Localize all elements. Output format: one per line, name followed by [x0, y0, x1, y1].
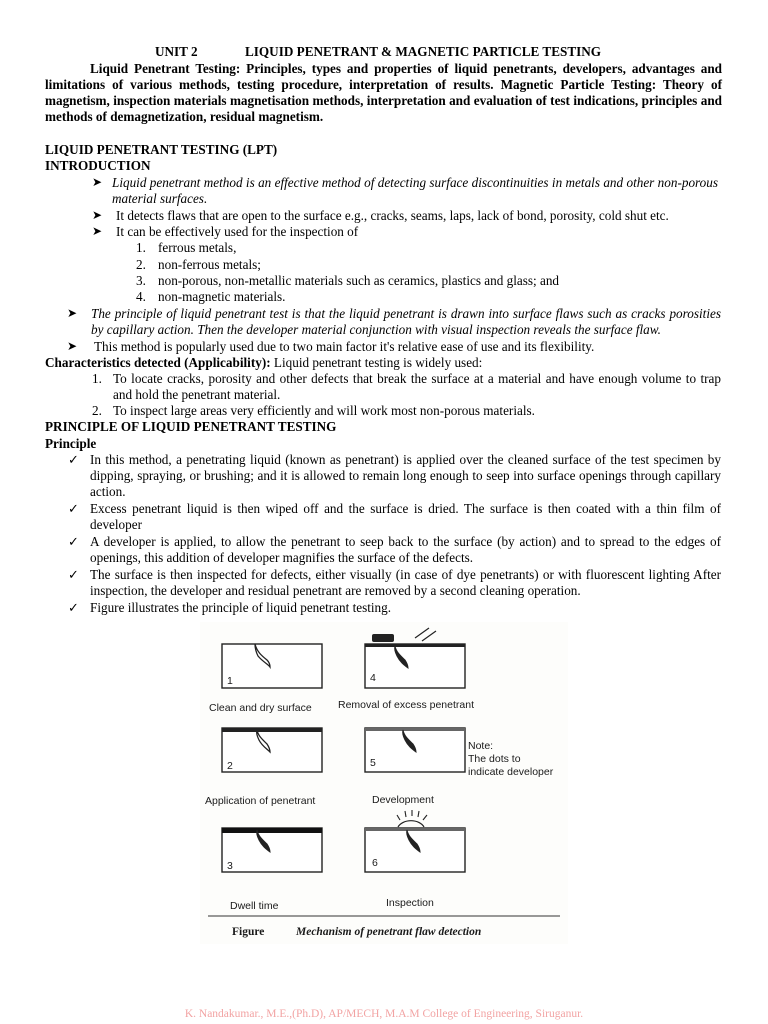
- figure-drawing: [200, 622, 568, 944]
- intro-bullet-3: It can be effectively used for the inspection of: [116, 224, 359, 239]
- principle-step-4: The surface is then inspected for defects, either visually (in case of dye penetrants) or with fluorescent lighting After inspection, the developer and residual penetrant are removed by a second cleaning operation.: [90, 567, 721, 598]
- step-number: 6: [372, 857, 378, 869]
- intro-bullet-1: Liquid penetrant method is an effective method of detecting surface discontinuities in metals and other non-porous material surfaces.: [112, 175, 718, 206]
- figure-caption-word: Figure: [232, 926, 265, 938]
- checkmark-icon: ✓: [68, 501, 79, 516]
- principle-step-5: Figure illustrates the principle of liquid penetrant testing.: [90, 600, 392, 615]
- arrow-bullet-icon: ➤: [67, 339, 78, 353]
- page-title: LIQUID PENETRANT & MAGNETIC PARTICLE TESTING: [245, 44, 602, 59]
- page-footer: K. Nandakumar., M.E.,(Ph.D), AP/MECH, M.A.M College of Engineering, Siruganur.: [184, 1008, 584, 1020]
- characteristics-line: [45, 355, 725, 371]
- popularity-bullet: This method is popularly used due to two main factor it's relative ease of use and its flexibility.: [94, 339, 595, 354]
- note-title: Note:: [468, 740, 494, 752]
- use-item-2: To inspect large areas very efficiently and will work most non-porous materials.: [113, 403, 535, 418]
- step-number: 4: [370, 672, 376, 684]
- checkmark-icon: ✓: [68, 452, 79, 467]
- material-item-4: non-magnetic materials.: [158, 289, 286, 304]
- step-number: 5: [370, 757, 376, 769]
- arrow-bullet-icon: ➤: [92, 224, 103, 238]
- note-line-2: indicate developer: [468, 766, 554, 778]
- section-heading-lpt: LIQUID PENETRANT TESTING (LPT): [45, 142, 278, 157]
- step-label: Inspection: [386, 897, 434, 909]
- list-number: 4.: [136, 289, 146, 304]
- principle-step-2: Excess penetrant liquid is then wiped off and the surface is dried. The surface is then coated with a thin film of developer: [90, 501, 721, 532]
- list-number: 2.: [92, 403, 102, 418]
- material-item-3: non-porous, non-metallic materials such as ceramics, plastics and glass; and: [158, 273, 560, 288]
- list-number: 2.: [136, 257, 146, 272]
- checkmark-icon: ✓: [68, 600, 79, 615]
- step-number: 1: [227, 675, 233, 687]
- note-line-1: The dots to: [468, 753, 521, 765]
- section-heading-principle: PRINCIPLE OF LIQUID PENETRANT TESTING: [45, 419, 337, 434]
- principle-step-1: In this method, a penetrating liquid (known as penetrant) is applied over the cleaned surface of the test specimen by dipping, spraying, or brushing; and it is allowed to remain long enough to seep into surface openings through capillary action.: [90, 452, 721, 499]
- step-label: Dwell time: [230, 900, 279, 912]
- unit-label: UNIT 2: [155, 44, 198, 59]
- section-subheading-introduction: INTRODUCTION: [45, 158, 151, 173]
- intro-bullet-2: It detects flaws that are open to the surface e.g., cracks, seams, laps, lack of bond, porosity, cold shut etc.: [116, 208, 669, 223]
- arrow-bullet-icon: ➤: [67, 306, 78, 320]
- arrow-bullet-icon: ➤: [92, 208, 103, 222]
- checkmark-icon: ✓: [68, 567, 79, 582]
- use-item-1: To locate cracks, porosity and other defects that break the surface at a material and have enough volume to trap and hold the penetrant material.: [113, 371, 721, 402]
- arrow-bullet-icon: ➤: [92, 175, 103, 189]
- checkmark-icon: ✓: [68, 534, 79, 549]
- step-label: Removal of excess penetrant: [338, 699, 474, 711]
- principle-bullet: The principle of liquid penetrant test is that the liquid penetrant is drawn into surface flaws such as cracks porosities by capillary action. Then the developer material conjunction with visual inspection reveals the surface flaw.: [91, 306, 721, 337]
- list-number: 3.: [136, 273, 146, 288]
- list-number: 1.: [136, 240, 146, 255]
- characteristics-label: Characteristics detected (Applicability):: [45, 355, 271, 370]
- figure-caption-text: Mechanism of penetrant flaw detection: [296, 926, 482, 938]
- step-label: Development: [372, 794, 434, 806]
- step-number: 2: [227, 760, 233, 772]
- material-item-1: ferrous metals,: [158, 240, 237, 255]
- step-number: 3: [227, 860, 233, 872]
- penetrant-process-figure: [200, 622, 568, 944]
- step-label: Clean and dry surface: [209, 702, 312, 714]
- list-number: 1.: [92, 371, 102, 386]
- material-item-2: non-ferrous metals;: [158, 257, 261, 272]
- principle-step-3: A developer is applied, to allow the penetrant to seep back to the surface (by action) and to spread to the edges of openings, this addition of developer magnifies the surface of the defects.: [90, 534, 721, 565]
- syllabus-paragraph: Liquid Penetrant Testing: Principles, types and properties of liquid penetrants, developers, advantages and limitations of various methods, testing procedure, interpretation of results. Magnetic Particle Testing: Theory of magnetism, inspection materials magnetisation methods, interpretation and evaluation of test indications, principles and methods of demagnetization, residual magnetism.: [45, 61, 722, 124]
- characteristics-text: Liquid penetrant testing is widely used:: [273, 355, 483, 370]
- step-label: Application of penetrant: [205, 795, 316, 807]
- section-subheading-principle: Principle: [45, 436, 97, 451]
